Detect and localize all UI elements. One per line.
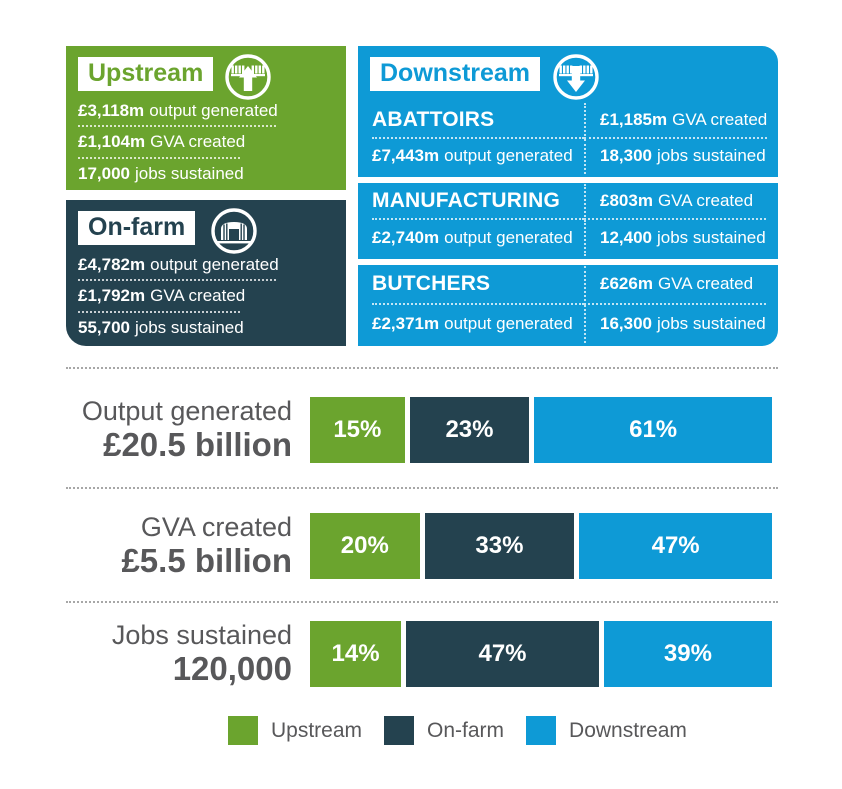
stacked-bar [310, 397, 772, 463]
stat-value: £4,782m [78, 255, 146, 274]
section-output [372, 139, 584, 175]
section-jobs [584, 139, 767, 175]
bar-segment-onfarm: 23% [410, 397, 530, 463]
legend-swatch-upstream [228, 716, 258, 745]
stat-label: GVA created [657, 274, 754, 294]
section-name: ABATTOIRS [372, 103, 584, 139]
stat-value: £1,104m [78, 132, 146, 152]
bar-row-jobs [66, 621, 772, 687]
stat-value: £1,792m [78, 286, 146, 306]
bar-segment-onfarm: 33% [425, 513, 575, 579]
upstream-stats [78, 96, 332, 188]
bar-segment-downstream: 47% [579, 513, 772, 579]
bar-row-output [66, 397, 772, 463]
downstream-header [358, 46, 778, 102]
section-name: BUTCHERS [372, 266, 584, 305]
legend-label: Downstream [569, 718, 687, 742]
legend-label: On-farm [427, 718, 505, 742]
stat-label: GVA created [657, 191, 754, 210]
stat-value: £2,371m [372, 313, 440, 333]
stat-value: 18,300 [600, 146, 652, 166]
section-manufacturing [358, 183, 778, 259]
bar-category-label: GVA created [140, 512, 292, 543]
bar-row-label [66, 512, 292, 579]
section-jobs [584, 305, 766, 344]
onfarm-stats [78, 250, 332, 342]
stat-label: GVA created [672, 109, 768, 129]
section-gva [584, 266, 766, 305]
legend-swatch-onfarm [384, 716, 414, 745]
stat-value: £3,118m [78, 101, 145, 120]
stat-gva [78, 281, 332, 310]
section-name: MANUFACTURING [372, 184, 584, 220]
stat-label: output generated [444, 228, 573, 247]
upstream-card-title: Upstream [78, 57, 213, 91]
stat-label: output generated [444, 313, 573, 333]
stat-value: 17,000 [78, 163, 130, 183]
bar-total-label: £5.5 billion [121, 541, 292, 579]
bar-category-label: Output generated [81, 396, 292, 427]
stat-value: £2,740m [372, 228, 440, 247]
downstream-arrow-icon [552, 53, 600, 101]
chart-legend [228, 716, 709, 745]
downstream-butchers-block [358, 265, 778, 346]
legend-item-downstream [526, 716, 687, 745]
section-gva [584, 184, 766, 220]
stat-value: 55,700 [78, 317, 130, 337]
dotted-divider [66, 487, 778, 489]
stat-label: jobs sustained [135, 317, 244, 337]
bar-row-label [66, 620, 292, 687]
stat-label: GVA created [150, 132, 246, 152]
stacked-bar [310, 513, 772, 579]
stat-label: GVA created [150, 286, 246, 306]
stat-output [78, 96, 332, 125]
bar-segment-onfarm: 47% [406, 621, 599, 687]
stat-value: 12,400 [600, 228, 652, 247]
bar-segment-downstream: 61% [534, 397, 772, 463]
onfarm-card-title: On-farm [78, 211, 195, 245]
dotted-divider [66, 601, 778, 603]
stat-label: jobs sustained [657, 228, 766, 247]
legend-label: Upstream [271, 718, 363, 742]
stat-label: output generated [444, 146, 573, 166]
onfarm-card [66, 200, 346, 346]
bar-segment-upstream: 14% [310, 621, 401, 687]
farm-barn-icon [210, 207, 258, 255]
downstream-manufacturing-block [358, 183, 778, 259]
stat-label: output generated [150, 255, 279, 274]
section-abattoirs [358, 102, 778, 177]
stat-jobs [78, 313, 332, 342]
bar-row-gva [66, 513, 772, 579]
legend-swatch-downstream [526, 716, 556, 745]
section-butchers [358, 265, 778, 346]
bar-segment-upstream: 15% [310, 397, 405, 463]
stat-value: £803m [600, 191, 653, 210]
stat-label: jobs sustained [657, 313, 766, 333]
stat-value: £7,443m [372, 146, 440, 166]
section-output [372, 305, 584, 344]
bar-total-label: £20.5 billion [103, 425, 292, 463]
downstream-card [358, 46, 778, 346]
stat-label: jobs sustained [657, 146, 766, 166]
stat-label: output generated [149, 101, 278, 120]
legend-item-upstream [228, 716, 362, 745]
stacked-bar [310, 621, 772, 687]
bar-category-label: Jobs sustained [111, 620, 292, 651]
upstream-arrow-icon [224, 53, 272, 101]
dotted-divider [66, 367, 778, 369]
downstream-card-title: Downstream [370, 57, 540, 91]
legend-item-onfarm [384, 716, 504, 745]
section-output [372, 220, 584, 256]
bar-total-label: 120,000 [172, 649, 292, 687]
downstream-header-block [358, 46, 778, 177]
stat-gva [78, 127, 332, 156]
stat-value: 16,300 [600, 313, 652, 333]
upstream-card [66, 46, 346, 190]
bar-segment-downstream: 39% [604, 621, 772, 687]
section-jobs [584, 220, 766, 256]
stat-output [78, 250, 332, 279]
bar-row-label [66, 396, 292, 463]
stat-value: £1,185m [600, 109, 668, 129]
stat-value: £626m [600, 274, 653, 294]
section-gva [584, 103, 767, 139]
bar-segment-upstream: 20% [310, 513, 420, 579]
stat-label: jobs sustained [135, 163, 244, 183]
stat-jobs [78, 159, 332, 188]
